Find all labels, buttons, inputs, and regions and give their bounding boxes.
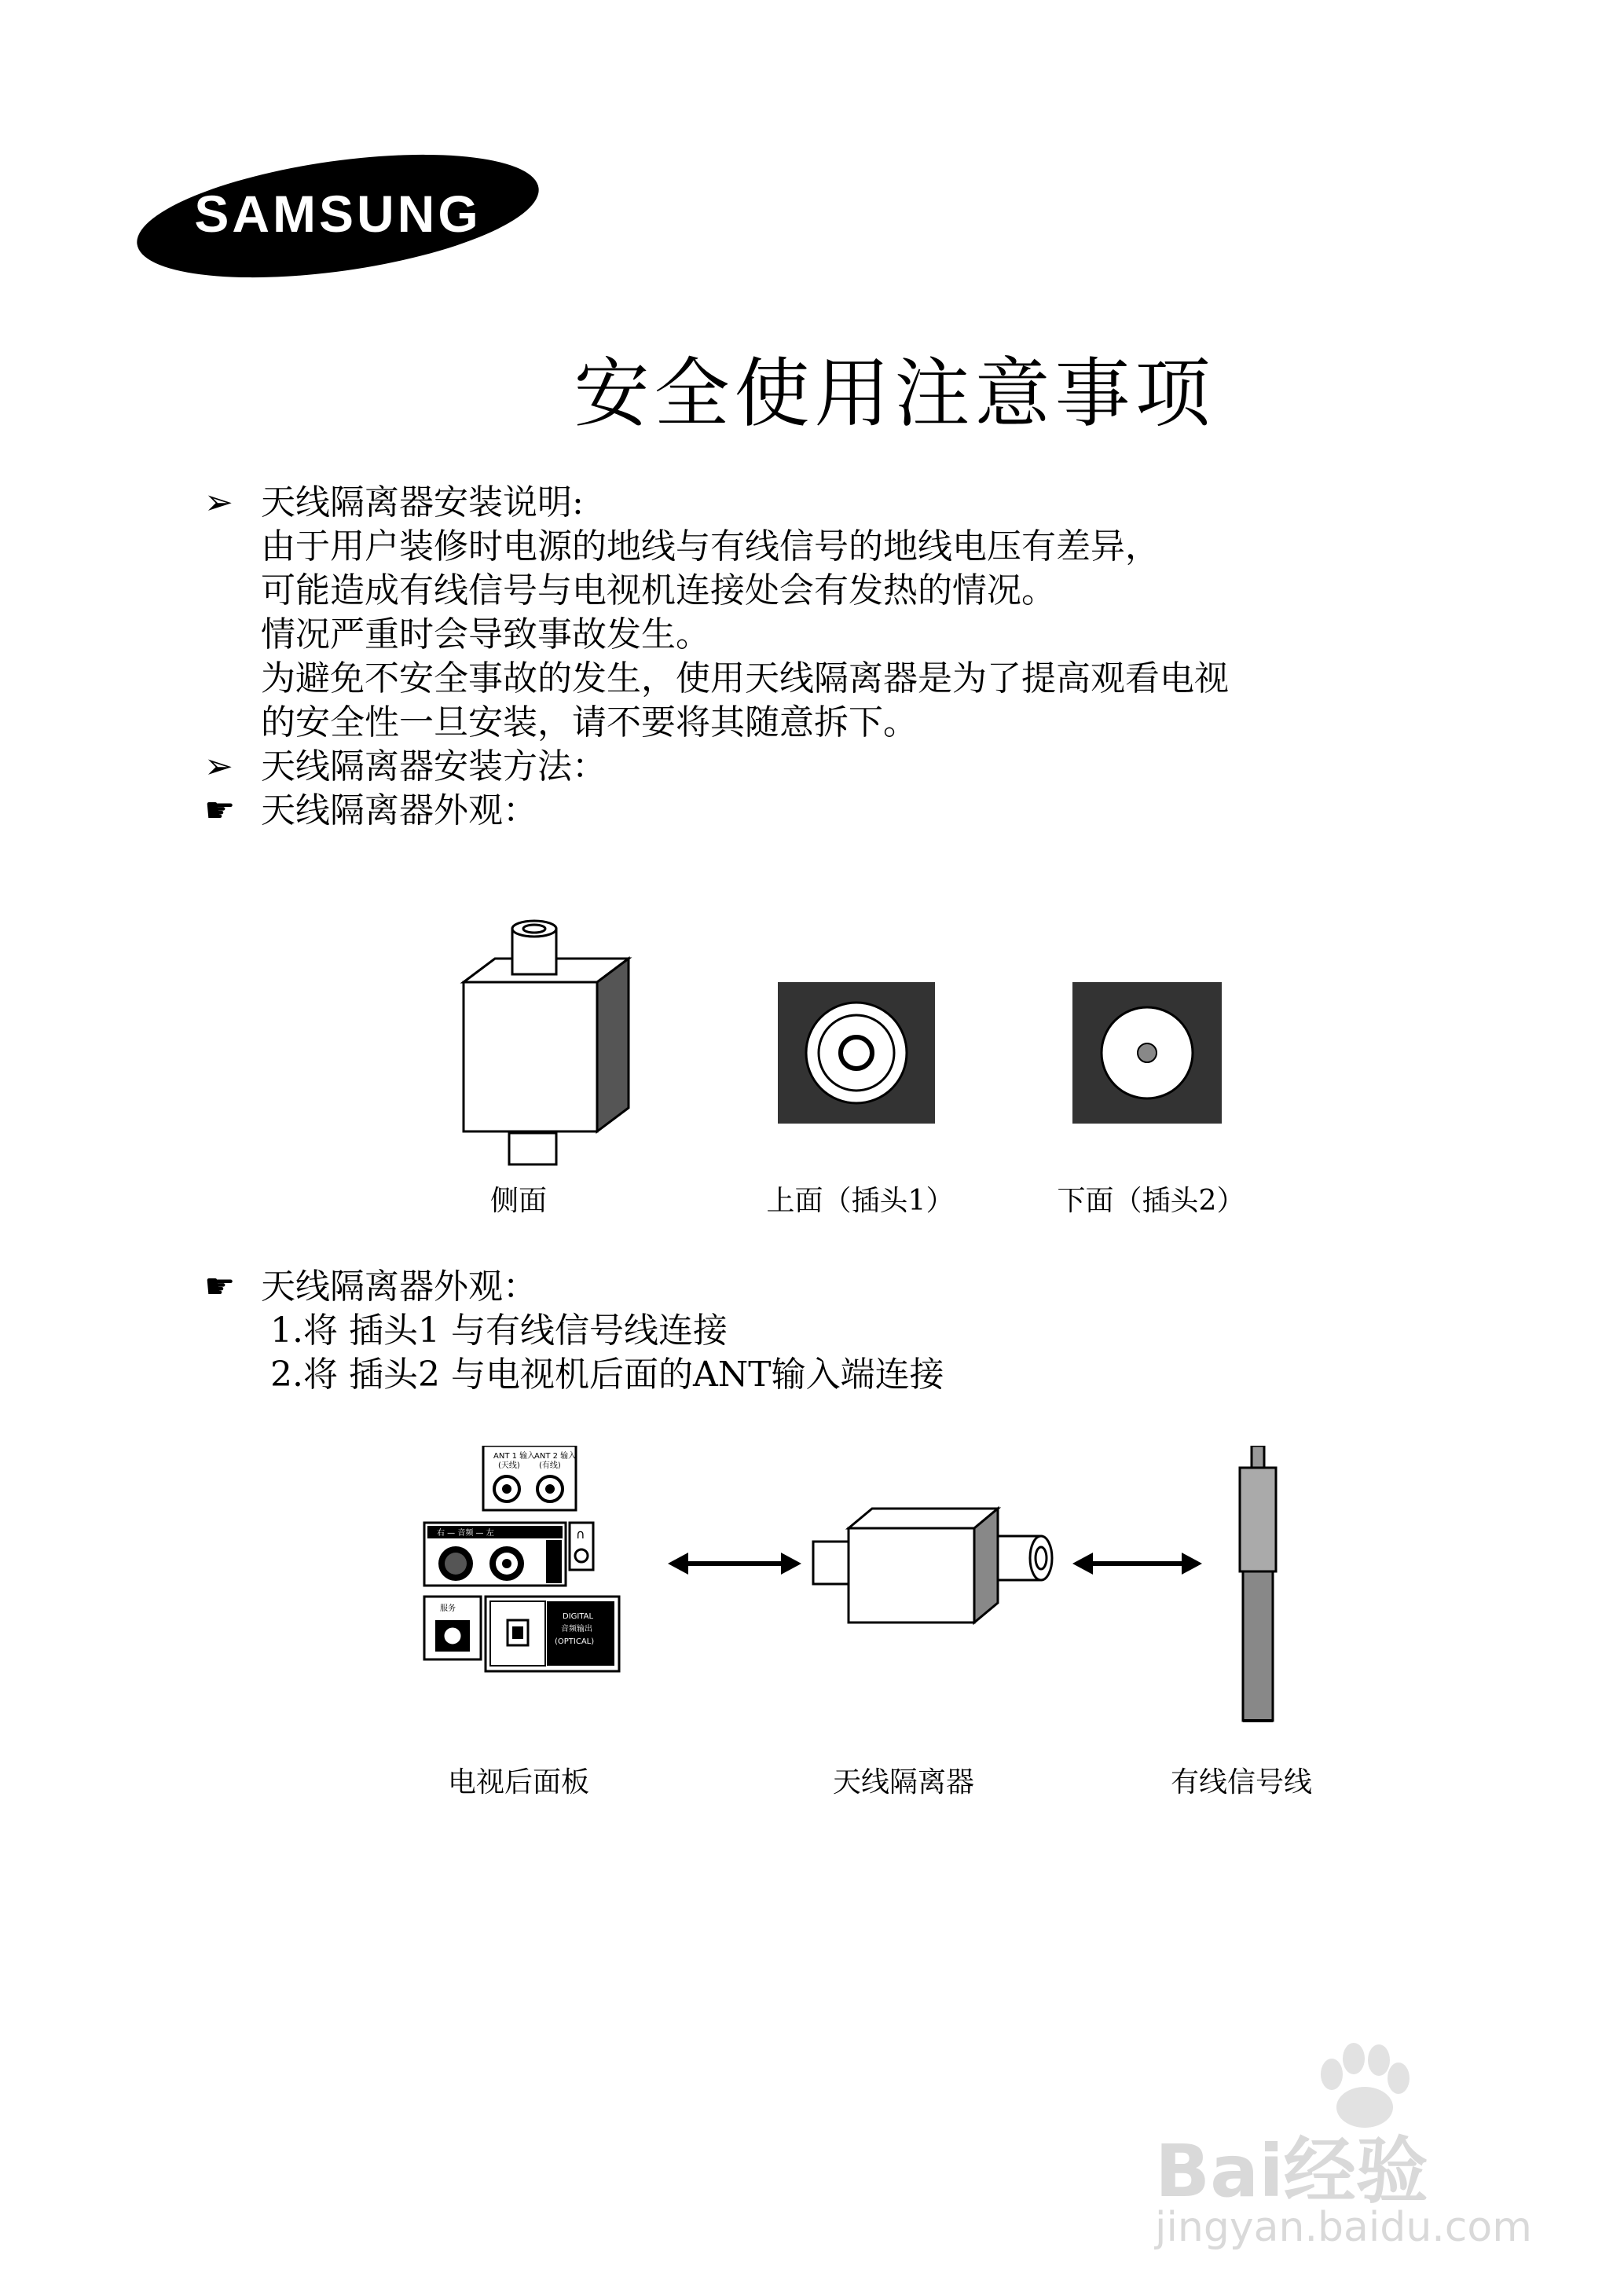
text-line: 为避免不安全事故的发生，使用天线隔离器是为了提高观看电视: [261, 658, 1229, 698]
connection-steps: [204, 1265, 944, 1397]
tv-back-panel: [424, 1446, 619, 1671]
svg-text:ANT 1 输入: ANT 1 输入: [493, 1452, 536, 1461]
pointing-hand-icon: ☛: [204, 790, 236, 830]
arrowhead-icon: ➢: [204, 746, 233, 786]
step-1: 1.将 插头1 与有线信号线连接: [270, 1311, 728, 1351]
svg-text:右 — 音频 — 左: 右 — 音频 — 左: [437, 1529, 494, 1538]
logo-text: SAMSUNG: [194, 185, 482, 243]
isolator-side-view: [464, 921, 629, 1164]
svg-text:ANT 2 输入: ANT 2 输入: [534, 1452, 577, 1461]
isolator-top-view: [778, 982, 935, 1124]
section-install-method-heading: ➢ 天线隔离器安装方法：: [204, 745, 1229, 789]
svg-text:(有线): (有线): [539, 1461, 561, 1470]
pointing-hand-icon: ☛: [204, 1267, 236, 1307]
svg-text:服务: 服务: [440, 1604, 456, 1613]
svg-text:(天线): (天线): [498, 1461, 520, 1470]
section-appearance-heading: ☛ 天线隔离器外观：: [204, 789, 1229, 833]
page-title: 安全使用注意事项: [574, 350, 1215, 438]
caption-top: 上面（插头1）: [766, 1185, 955, 1217]
headphone-icon: ∩: [576, 1527, 585, 1542]
watermark-url: jingyan.baidu.com: [1155, 2204, 1532, 2251]
step-2: 2.将 插头2 与电视机后面的ANT输入端连接: [270, 1355, 944, 1395]
text-line: 情况严重时会导致事故发生。: [261, 614, 710, 654]
text-line: 的安全性一旦安装，请不要将其随意拆下。: [261, 702, 918, 742]
svg-text:(OPTICAL): (OPTICAL): [555, 1637, 595, 1646]
section-appearance-heading-2: ☛ 天线隔离器外观：: [204, 1265, 944, 1309]
isolator-bottom-view: [1072, 982, 1222, 1124]
connection-diagram: [409, 1446, 1336, 1729]
svg-text:DIGITAL: DIGITAL: [563, 1612, 594, 1621]
text-line: 可能造成有线信号与电视机连接处会有发热的情况。: [261, 570, 1056, 610]
arrowhead-icon: ➢: [204, 482, 233, 522]
instructions: [204, 481, 1229, 833]
isolator-device: [813, 1509, 1052, 1622]
caption-tv-panel: 电视后面板: [447, 1766, 589, 1798]
section-install-notes-heading: ➢ 天线隔离器安装说明:: [204, 481, 1229, 525]
samsung-logo: [134, 145, 542, 287]
caption-bottom: 下面（插头2）: [1057, 1185, 1245, 1217]
caption-side: 侧面: [489, 1185, 547, 1217]
cable-connector: [1240, 1446, 1276, 1721]
double-arrow-icon: [1072, 1553, 1202, 1575]
text-line: 由于用户装修时电源的地线与有线信号的地线电压有差异，: [261, 526, 1160, 566]
isolator-views-figure: [440, 919, 1273, 1171]
caption-cable: 有线信号线: [1170, 1766, 1312, 1798]
svg-text:音频输出: 音频输出: [561, 1625, 592, 1634]
watermark: [1155, 2043, 1564, 2251]
caption-isolator: 天线隔离器: [832, 1766, 974, 1798]
double-arrow-icon: [668, 1553, 801, 1575]
watermark-brand: Bai经验: [1155, 2129, 1428, 2213]
